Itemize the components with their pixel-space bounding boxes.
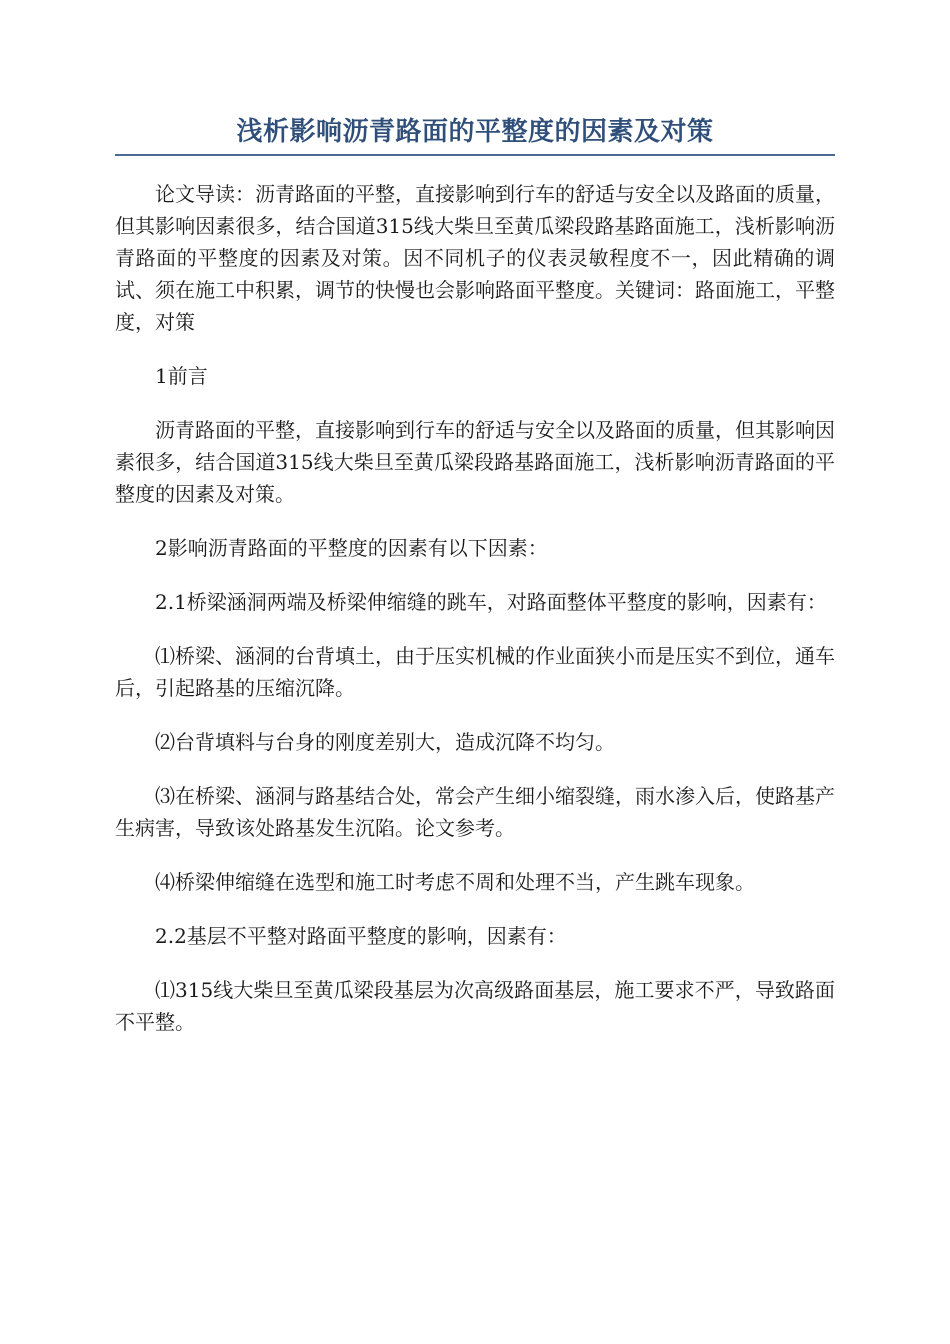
heading-introduction: 1前言 [155, 364, 208, 388]
heading-base-layer: 2.2基层不平整对路面平整度的影响，因素有： [155, 924, 567, 948]
list-item-4: ⑷桥梁伸缩缝在选型和施工时考虑不周和处理不当，产生跳车现象。 [155, 870, 755, 894]
list-item-3: ⑶在桥梁、涵洞与路基结合处，常会产生细小缩裂缝，雨水渗入后，使路基产生病害，导致该处路基发生沉陷。论文参考。 [115, 784, 835, 840]
heading-factors: 2影响沥青路面的平整度的因素有以下因素： [155, 536, 548, 560]
list-item-1: ⑴桥梁、涵洞的台背填土，由于压实机械的作业面狭小而是压实不到位，通车后，引起路基的压缩沉降。 [115, 644, 835, 700]
paragraph-introduction: 沥青路面的平整，直接影响到行车的舒适与安全以及路面的质量，但其影响因素很多，结合国道315线大柴旦至黄瓜梁段路基路面施工，浅析影响沥青路面的平整度的因素及对策。 [115, 418, 835, 506]
list-item-base-1: ⑴315线大柴旦至黄瓜梁段基层为次高级路面基层，施工要求不严，导致路面不平整。 [115, 978, 835, 1034]
document-title: 浅析影响沥青路面的平整度的因素及对策 [236, 117, 714, 147]
list-item-2: ⑵台背填料与台身的刚度差别大，造成沉降不均匀。 [155, 730, 615, 754]
title-underline [115, 154, 835, 156]
paragraph-abstract: 论文导读：沥青路面的平整，直接影响到行车的舒适与安全以及路面的质量，但其影响因素很多，结合国道315线大柴旦至黄瓜梁段路基路面施工，浅析影响沥青路面的平整度的因素及对策。因不同机子的仪表灵敏程度不一，因此精确的调试、须在施工中积累，调节的快慢也会影响路面平整度。关键词：路面施工，平整度，对策 [115, 182, 835, 334]
heading-bridge-culvert: 2.1桥梁涵洞两端及桥梁伸缩缝的跳车，对路面整体平整度的影响，因素有： [155, 590, 827, 614]
document-page [115, 112, 835, 1060]
